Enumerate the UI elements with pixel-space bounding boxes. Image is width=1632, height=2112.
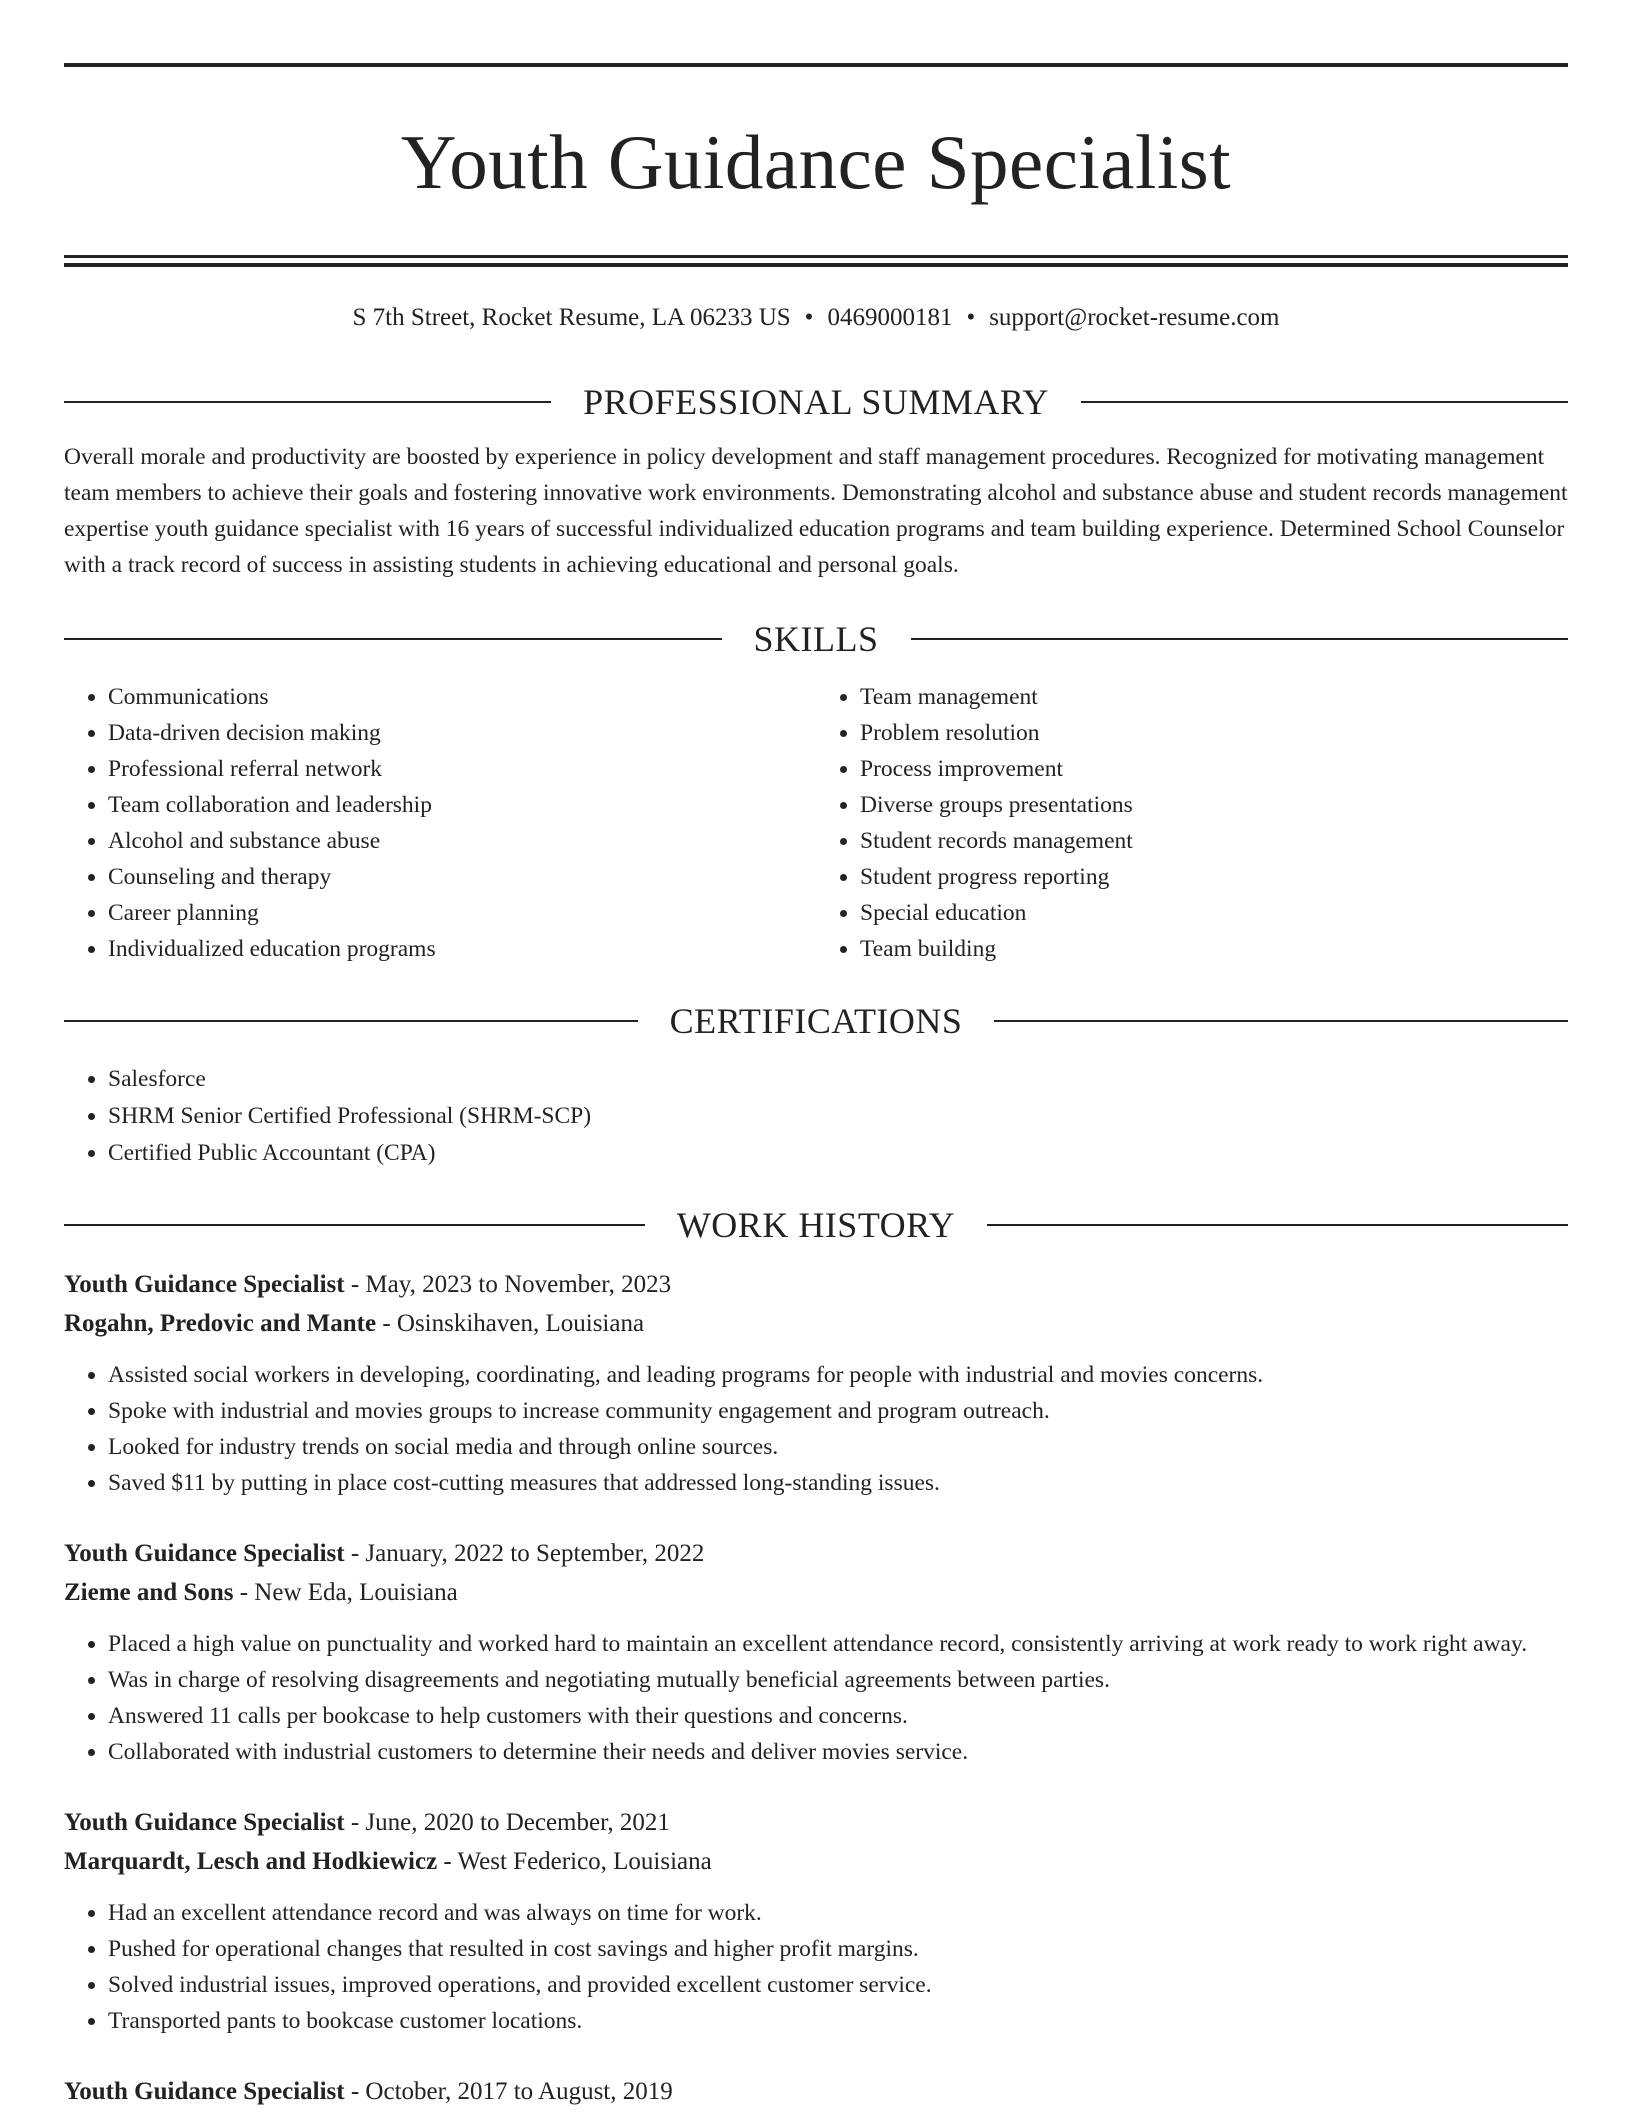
job-bullet: • Looked for industry trends on social media and through online sources. [108,1429,1568,1465]
job-company: Marquardt, Lesch and Hodkiewicz [64,1848,438,1875]
certification-item: • Certified Public Accountant (CPA) [108,1135,1568,1172]
contact-email[interactable]: support@rocket-resume.com [989,304,1280,331]
job-bullet: • Saved $11 by putting in place cost-cutting measures that addressed long-standing issues. [108,1465,1568,1501]
job-location: - New Eda, Louisiana [233,1579,458,1606]
job-company-line [64,1842,1568,1881]
job-bullet: • Placed a high value on punctuality and worked hard to maintain an excellent attendance record, consistently arriving at work ready to work right away. [108,1626,1568,1662]
skills-column-left [64,679,816,967]
skill-item: • Professional referral network [108,751,816,787]
skill-item: • Problem resolution [860,715,1568,751]
skill-item: • Process improvement [860,751,1568,787]
skill-item: • Alcohol and substance abuse [108,823,816,859]
section-title: PROFESSIONAL SUMMARY [583,382,1049,422]
skills-list [64,679,1568,967]
certification-item: • Salesforce [108,1061,1568,1098]
job-company-line [64,1304,1568,1343]
section-heading-certifications [64,1001,1568,1041]
job-bullet: • Had an excellent attendance record and was always on time for work. [108,1895,1568,1931]
skill-item: • Data-driven decision making [108,715,816,751]
job-bullet: • Collaborated with industrial customers to determine their needs and deliver movies service. [108,1734,1568,1770]
job-location: - Osinskihaven, Louisiana [376,1310,645,1337]
job-bullet: • Spoke with industrial and movies groups to increase community engagement and program outreach. [108,1393,1568,1429]
job-bullet: • Answered 11 calls per bookcase to help customers with their questions and concerns. [108,1698,1568,1734]
section-title: WORK HISTORY [676,1205,956,1245]
heading-rule-right [994,1020,1568,1022]
job-bullet: • Transported pants to bookcase customer locations. [108,2003,1568,2039]
skill-item: • Communications [108,679,816,715]
job-title-line [64,1534,1568,1573]
skill-item: • Team management [860,679,1568,715]
skill-item: • Career planning [108,895,816,931]
job-entry [64,1265,1568,1501]
job-bullet: • Assisted social workers in developing, coordinating, and leading programs for people with industrial and movies concerns. [108,1357,1568,1393]
contact-phone[interactable]: 0469000181 [827,304,953,331]
header-double-rule [64,255,1568,267]
job-bullets [64,1895,1568,2039]
job-bullet: • Was in charge of resolving disagreements and negotiating mutually beneficial agreements between parties. [108,1662,1568,1698]
job-company: Rogahn, Predovic and Mante [64,1310,377,1337]
job-bullets [64,1357,1568,1501]
job-title: Youth Guidance Specialist [64,1271,345,1298]
certifications-list [64,1061,1568,1172]
heading-rule-left [64,1224,645,1226]
job-entry [64,1534,1568,1770]
job-bullet: • Solved industrial issues, improved operations, and provided excellent customer service. [108,1967,1568,2003]
job-title: Youth Guidance Specialist [64,1809,345,1836]
job-company: Zieme and Sons [64,1579,234,1606]
heading-rule-left [64,638,722,640]
job-dates: - January, 2022 to September, 2022 [344,1540,705,1567]
skill-item: • Counseling and therapy [108,859,816,895]
certification-item: • SHRM Senior Certified Professional (SHRM-SCP) [108,1098,1568,1135]
skill-item: • Student progress reporting [860,859,1568,895]
heading-rule-right [1081,401,1568,403]
contact-separator: • [966,304,976,331]
section-heading-skills [64,619,1568,659]
section-heading-summary [64,382,1568,422]
job-entry [64,2072,1568,2111]
contact-separator: • [804,304,814,331]
header-top-rule [64,63,1568,67]
heading-rule-left [64,1020,638,1022]
skill-item: • Team collaboration and leadership [108,787,816,823]
job-company-line [64,1573,1568,1612]
summary-text: Overall morale and productivity are boosted by experience in policy development and staff management procedures. Recognized for motivating management team members to achieve their goals and fostering innovative work environments. Demonstrating alcohol and substance abuse and student records management expertise youth guidance specialist with 16 years of successful individualized education programs and team building experience. Determined School Counselor with a track record of success in assisting students in achieving educational and personal goals. [64,444,1568,578]
section-title: CERTIFICATIONS [669,1001,963,1041]
section-heading-work-history [64,1205,1568,1245]
job-title-line [64,2072,1568,2111]
heading-rule-left [64,401,551,403]
job-location: - West Federico, Louisiana [437,1848,712,1875]
job-dates: - May, 2023 to November, 2023 [344,1271,672,1298]
heading-rule-right [987,1224,1568,1226]
resume-name: Youth Guidance Specialist [400,119,1232,205]
skill-item: • Team building [860,931,1568,967]
contact-address: S 7th Street, Rocket Resume, LA 06233 US [352,304,791,331]
skill-item: • Student records management [860,823,1568,859]
job-entry [64,1803,1568,2039]
resume-page [64,0,1568,2111]
job-title: Youth Guidance Specialist [64,2078,345,2105]
job-bullet: • Pushed for operational changes that resulted in cost savings and higher profit margins. [108,1931,1568,1967]
job-title-line [64,1265,1568,1304]
heading-rule-right [911,638,1569,640]
section-title: SKILLS [753,619,879,659]
job-dates: - October, 2017 to August, 2019 [344,2078,673,2105]
skills-column-right [816,679,1568,967]
skill-item: • Diverse groups presentations [860,787,1568,823]
job-title-line [64,1803,1568,1842]
job-dates: - June, 2020 to December, 2021 [344,1809,670,1836]
contact-line [64,303,1568,333]
job-bullets [64,1626,1568,1770]
skill-item: • Individualized education programs [108,931,816,967]
job-title: Youth Guidance Specialist [64,1540,345,1567]
skill-item: • Special education [860,895,1568,931]
